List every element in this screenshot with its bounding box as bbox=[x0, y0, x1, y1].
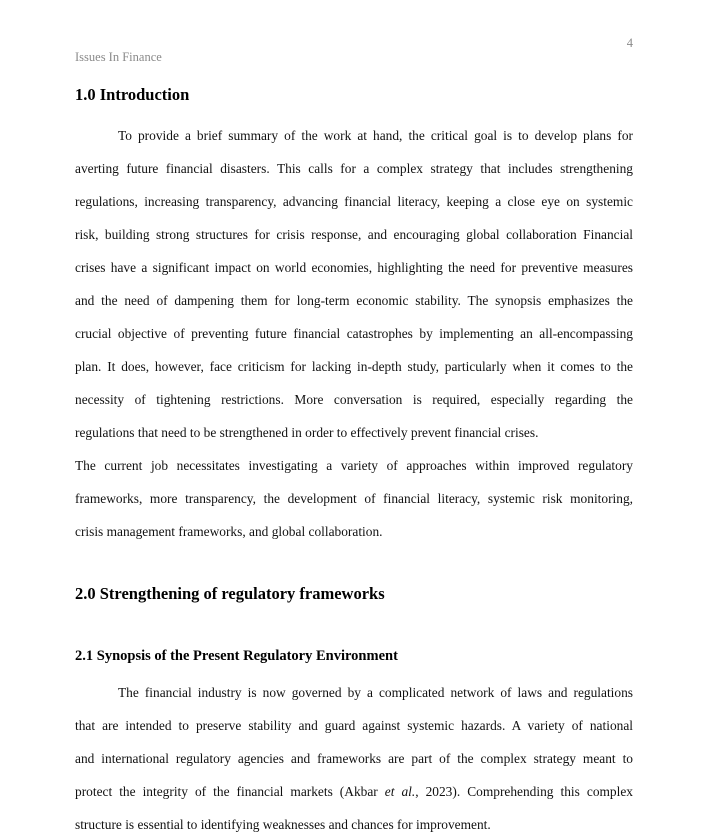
text-line bbox=[75, 515, 633, 548]
text-segment: averting future financial disasters. This calls for a complex strategy that includes strengthening bbox=[75, 161, 633, 176]
text-segment: regulations, increasing transparency, advancing financial literacy, keeping a close eye on systemic bbox=[75, 194, 633, 209]
text-segment: risk, building strong structures for crisis response, and encouraging global collaboration Financial bbox=[75, 227, 633, 242]
text-line bbox=[75, 742, 633, 775]
text-segment: frameworks, more transparency, the development of financial literacy, systemic risk monitoring, bbox=[75, 491, 633, 506]
text-line bbox=[75, 449, 633, 482]
text-segment: that are intended to preserve stability and guard against systemic hazards. A variety of national bbox=[75, 718, 633, 733]
text-segment: crisis management frameworks, and global collaboration. bbox=[75, 524, 383, 539]
text-line bbox=[75, 775, 633, 808]
text-segment: structure is essential to identifying weaknesses and chances for improvement. bbox=[75, 817, 491, 832]
text-segment: crises have a significant impact on world economies, highlighting the need for preventive measures bbox=[75, 260, 633, 275]
text-segment: necessity of tightening restrictions. More conversation is required, especially regarding the bbox=[75, 392, 633, 407]
text-line bbox=[75, 416, 633, 449]
regulatory-environment-paragraph bbox=[75, 676, 633, 835]
text-segment: The financial industry is now governed by a complicated network of laws and regulations bbox=[118, 685, 633, 700]
section-1-0-heading: 1.0 Introduction bbox=[75, 85, 190, 104]
text-line bbox=[75, 218, 633, 251]
current-job-paragraph bbox=[75, 449, 633, 548]
italic-citation-text: et al. bbox=[384, 784, 416, 799]
text-line bbox=[75, 119, 633, 152]
text-segment: To provide a brief summary of the work at hand, the critical goal is to develop plans for bbox=[118, 128, 633, 143]
text-segment: crucial objective of preventing future financial catastrophes by implementing an all-encompassing bbox=[75, 326, 633, 341]
section-2-0-heading: 2.0 Strengthening of regulatory frameworks bbox=[75, 584, 385, 603]
page-number: 4 bbox=[626, 36, 633, 50]
text-line bbox=[75, 185, 633, 218]
text-line bbox=[75, 676, 633, 709]
text-segment: protect the integrity of the financial markets (Akbar bbox=[75, 784, 385, 799]
text-line bbox=[75, 383, 633, 416]
text-line bbox=[75, 350, 633, 383]
introduction-paragraph bbox=[75, 119, 633, 449]
text-segment: and the need of dampening them for long-term economic stability. The synopsis emphasizes the bbox=[75, 293, 633, 308]
text-line bbox=[75, 284, 633, 317]
text-line bbox=[75, 251, 633, 284]
text-line bbox=[75, 317, 633, 350]
document-body bbox=[75, 0, 633, 835]
text-segment: and international regulatory agencies and frameworks are part of the complex strategy meant to bbox=[75, 751, 633, 766]
text-segment: , 2023). Comprehending this complex bbox=[415, 784, 633, 799]
text-line bbox=[75, 152, 633, 185]
text-line bbox=[75, 808, 633, 835]
text-segment: plan. It does, however, face criticism for lacking in-depth study, particularly when it comes to the bbox=[75, 359, 633, 374]
section-2-1-heading: 2.1 Synopsis of the Present Regulatory Environment bbox=[75, 648, 398, 664]
text-segment: The current job necessitates investigating a variety of approaches within improved regulatory bbox=[75, 458, 633, 473]
text-segment: regulations that need to be strengthened in order to effectively prevent financial crises. bbox=[75, 425, 539, 440]
text-line bbox=[75, 709, 633, 742]
text-line bbox=[75, 482, 633, 515]
running-header: Issues In Finance bbox=[75, 50, 162, 64]
